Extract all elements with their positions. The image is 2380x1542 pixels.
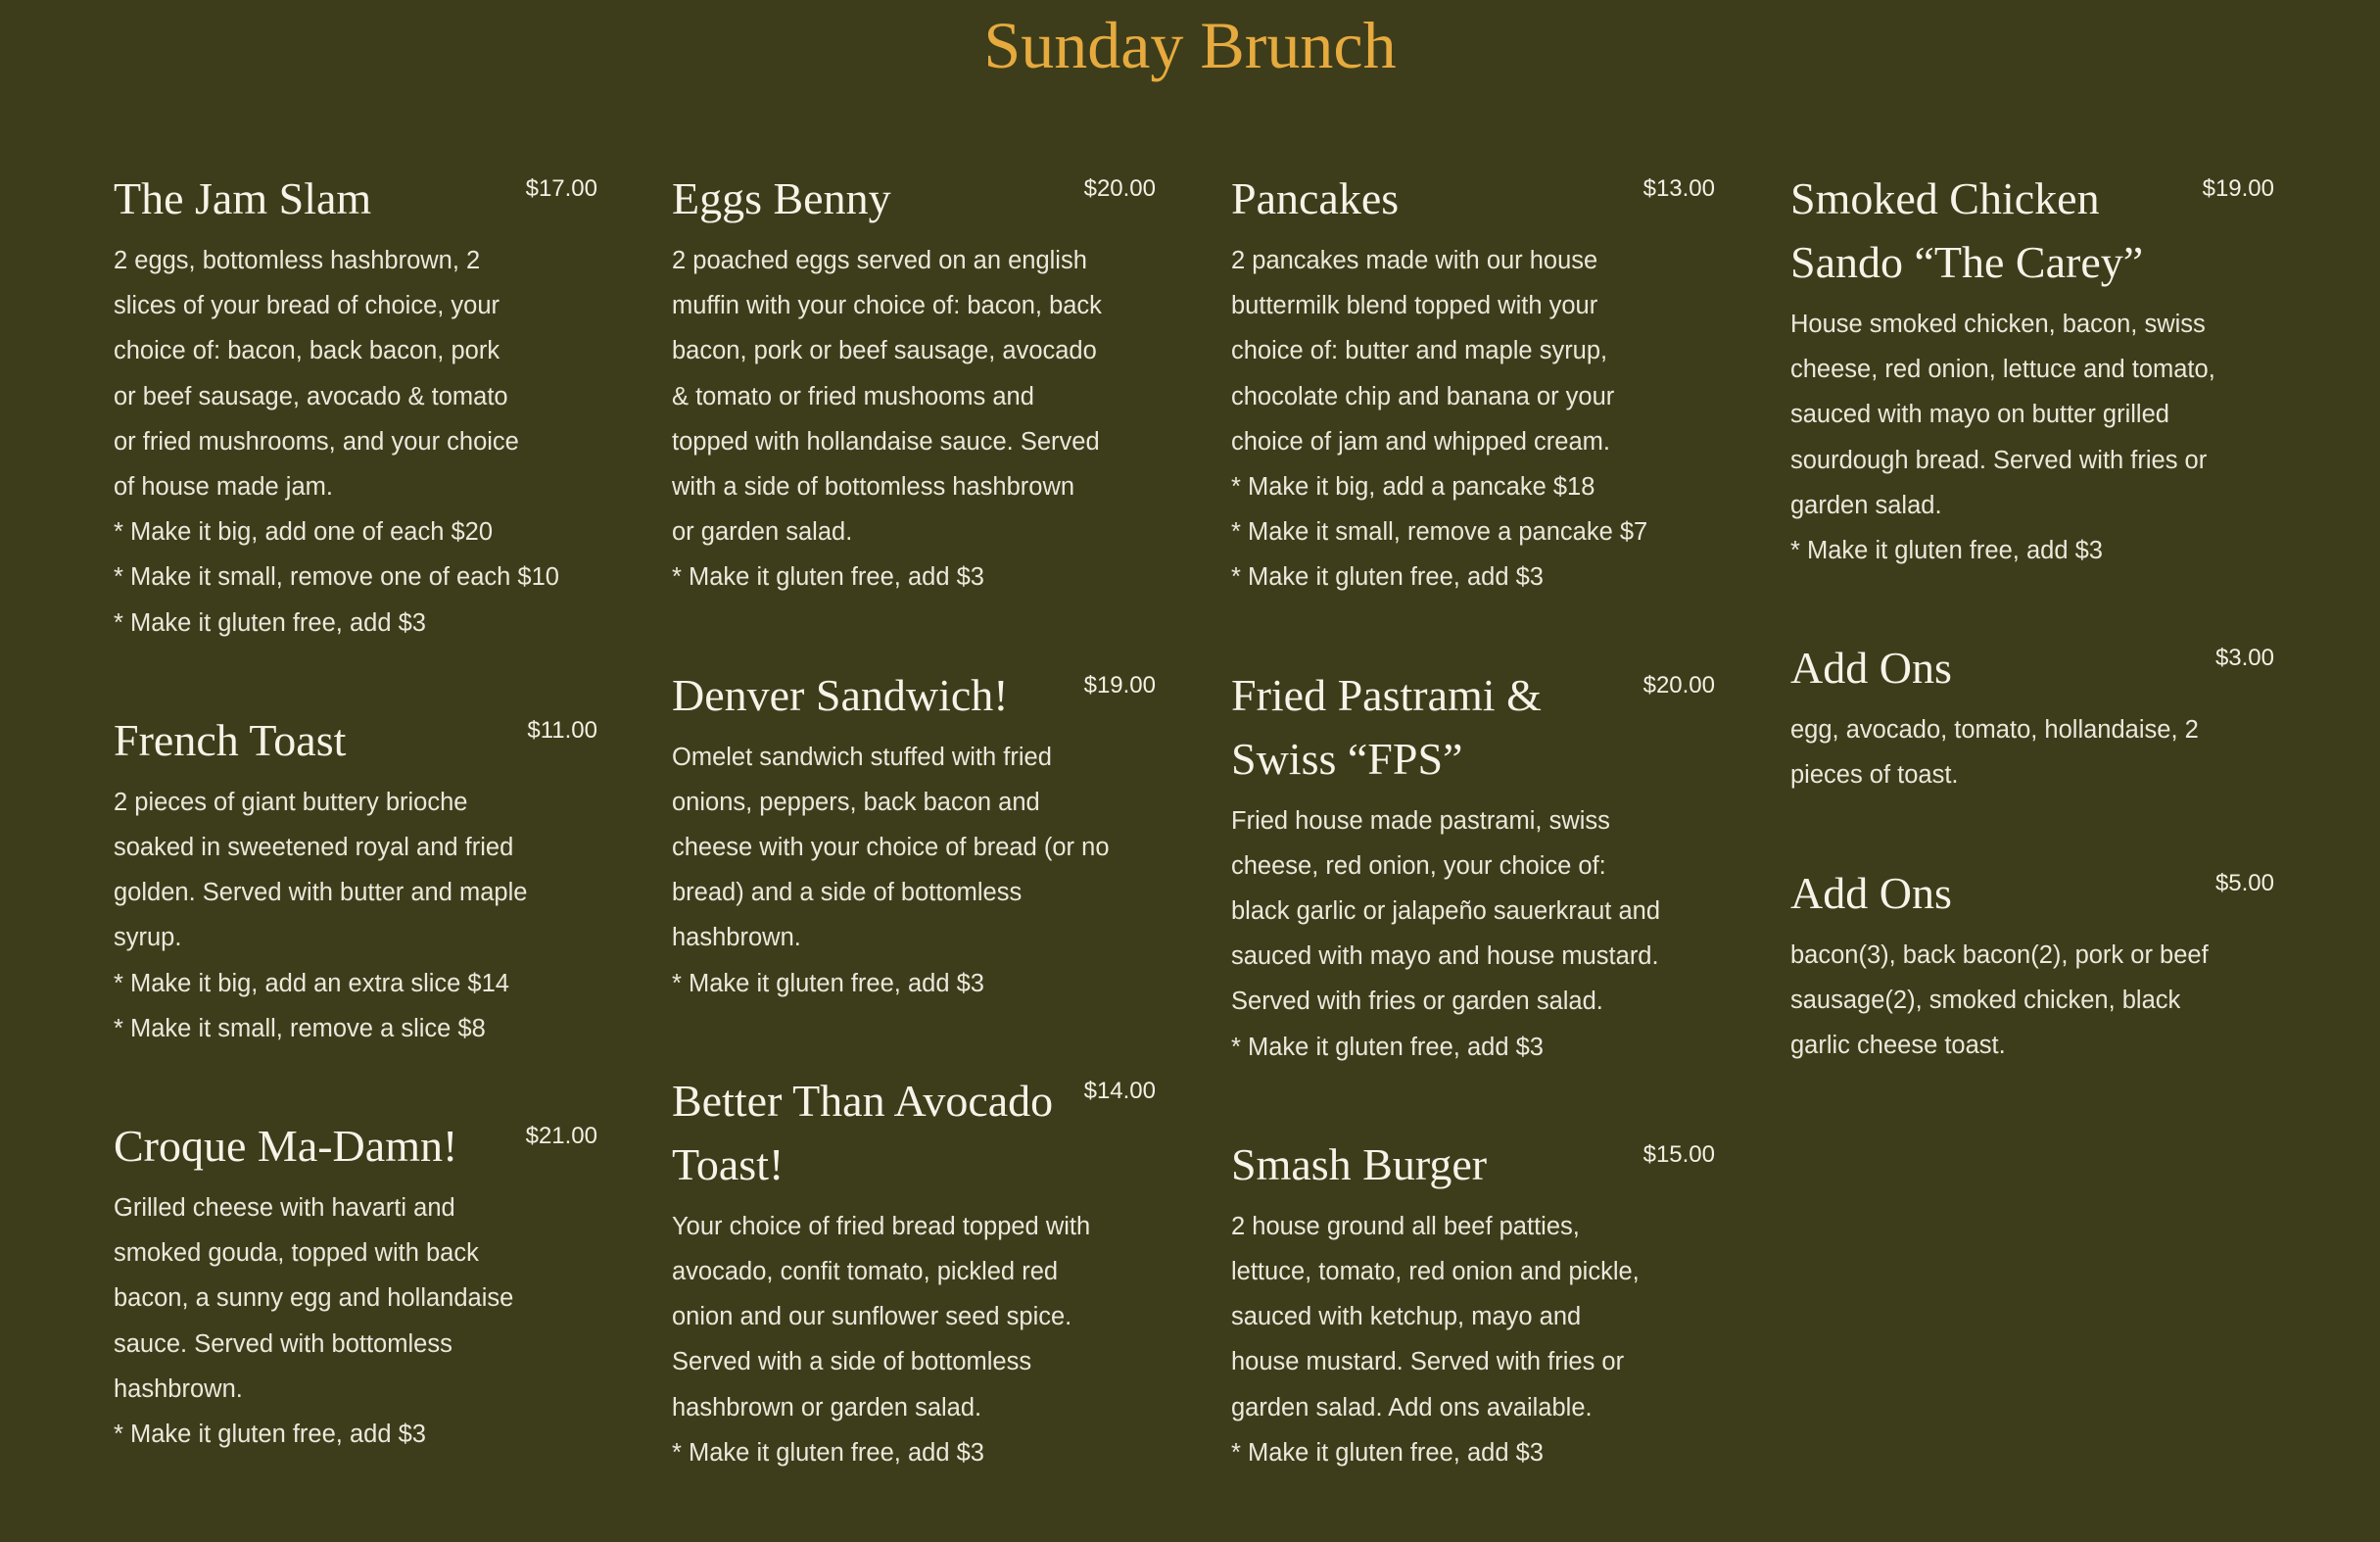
item-name: Pancakes	[1231, 173, 1400, 223]
item-name: Add Ons	[1790, 643, 1952, 694]
item-name: Add Ons	[1790, 867, 1952, 918]
item-description: 2 pancakes made with our house buttermilk blend topped with your choice of: butter and maple syrup, chocolate chip and banana or your choice of jam and whipped cream.	[1231, 247, 1615, 456]
item-price: $19.00	[2202, 175, 2274, 202]
item-description: 2 poached eggs served on an english muffin with your choice of: bacon, back bacon, pork or beef sausage, avocado & tomato or fried mushooms and topped with hollandaise sauce. Served with a side of bottomless hashbrown or garden salad.	[672, 247, 1102, 547]
item-description: House smoked chicken, bacon, swiss cheese, red onion, lettuce and tomato, sauced with mayo on butter grilled sourdough bread. Served with fries or garden salad.	[1790, 311, 2215, 519]
item-note: * Make it gluten free, add $3	[114, 1421, 426, 1449]
item-note: * Make it big, add an extra slice $14	[114, 969, 509, 997]
page-title: Sunday Brunch	[983, 8, 1397, 82]
menu-item-denver-sandwich	[672, 663, 1156, 1006]
menu-item-add-ons-5	[1790, 861, 2274, 1069]
item-price: $20.00	[1642, 671, 1715, 699]
item-description: Omelet sandwich stuffed with fried onions, peppers, back bacon and cheese with your choice of bread (or no bread) and a side of bottomless hashbrown.	[672, 743, 1110, 952]
item-name: Eggs Benny	[672, 173, 891, 223]
item-description: 2 pieces of giant buttery brioche soaked in sweetened royal and fried golden. Served with butter and maple syrup.	[114, 788, 528, 952]
item-name: Fried Pastrami & Swiss “FPS”	[1231, 669, 1542, 784]
menu-item-french-toast	[114, 708, 597, 1051]
item-name: The Jam Slam	[114, 173, 372, 223]
item-description: Your choice of fried bread topped with avocado, confit tomato, pickled red onion and our sunflower seed spice. Served with a side of bottomless hashbrown or garden salad.	[672, 1212, 1091, 1422]
item-note: * Make it gluten free, add $3	[672, 563, 984, 592]
item-description: Fried house made pastrami, swiss cheese, red onion, your choice of: black garlic or jalapeño sauerkraut and sauced with mayo and house mustard. Served with fries or garden salad.	[1231, 806, 1661, 1016]
item-note: * Make it small, remove a pancake $7	[1231, 518, 1648, 547]
item-price: $3.00	[2214, 645, 2274, 672]
item-price: $5.00	[2214, 869, 2274, 896]
menu-item-better-than-avocado-toast	[672, 1069, 1156, 1475]
item-name: Smash Burger	[1231, 1138, 1488, 1189]
item-note: * Make it small, remove a slice $8	[114, 1014, 486, 1042]
item-price: $11.00	[527, 716, 597, 744]
menu-column-4	[1790, 167, 2274, 1131]
menu-item-pancakes	[1231, 167, 1715, 601]
menu-item-add-ons-3	[1790, 636, 2274, 797]
item-note: * Make it big, add one of each $20	[114, 518, 494, 547]
item-description: Grilled cheese with havarti and smoked gouda, topped with back bacon, a sunny egg and hollandaise sauce. Served with bottomless hashbrown.	[114, 1194, 514, 1403]
menu-item-smash-burger	[1231, 1132, 1715, 1475]
menu-item-croque-ma-damn	[114, 1114, 597, 1457]
item-note: * Make it gluten free, add $3	[1231, 1033, 1544, 1061]
item-note: * Make it big, add a pancake $18	[1231, 473, 1595, 502]
item-note: * Make it gluten free, add $3	[1231, 1438, 1544, 1467]
item-description: 2 house ground all beef patties, lettuce, tomato, red onion and pickle, sauced with ketchup, mayo and house mustard. Served with fries or garden salad. Add ons available.	[1231, 1212, 1640, 1422]
item-price: $17.00	[525, 175, 597, 202]
item-note: * Make it gluten free, add $3	[1231, 563, 1544, 592]
menu-item-jam-slam	[114, 167, 597, 646]
menu-column-1	[114, 167, 597, 1519]
item-note: * Make it gluten free, add $3	[1790, 537, 2103, 565]
menu-column-2	[672, 167, 1156, 1538]
menu-item-eggs-benny	[672, 167, 1156, 601]
item-note: * Make it gluten free, add $3	[114, 608, 426, 637]
item-price: $21.00	[525, 1123, 597, 1150]
item-description: bacon(3), back bacon(2), pork or beef sausage(2), smoked chicken, black garlic cheese toast.	[1790, 940, 2209, 1060]
item-price: $19.00	[1083, 671, 1156, 699]
item-price: $13.00	[1642, 175, 1715, 202]
item-note: * Make it small, remove one of each $10	[114, 563, 559, 592]
menu-column-3	[1231, 167, 1715, 1538]
item-note: * Make it gluten free, add $3	[672, 969, 984, 997]
item-name: Denver Sandwich!	[672, 669, 1009, 720]
item-description: 2 eggs, bottomless hashbrown, 2 slices of your bread of choice, your choice of: bacon, back bacon, pork or beef sausage, avocado & tomato or fried mushrooms, and your choice of house made jam.	[114, 247, 519, 502]
item-name: Smoked Chicken Sando “The Carey”	[1790, 173, 2144, 287]
menu-item-smoked-chicken-sando	[1790, 167, 2274, 573]
item-note: * Make it gluten free, add $3	[672, 1438, 984, 1467]
item-price: $20.00	[1083, 175, 1156, 202]
item-description: egg, avocado, tomato, hollandaise, 2 pieces of toast.	[1790, 716, 2199, 790]
item-price: $15.00	[1642, 1140, 1715, 1168]
item-price: $14.00	[1083, 1077, 1156, 1104]
item-name: Croque Ma-Damn!	[114, 1121, 458, 1172]
item-name: French Toast	[114, 714, 347, 765]
item-name: Better Than Avocado Toast!	[672, 1075, 1054, 1189]
menu-item-fried-pastrami-swiss	[1231, 663, 1715, 1070]
